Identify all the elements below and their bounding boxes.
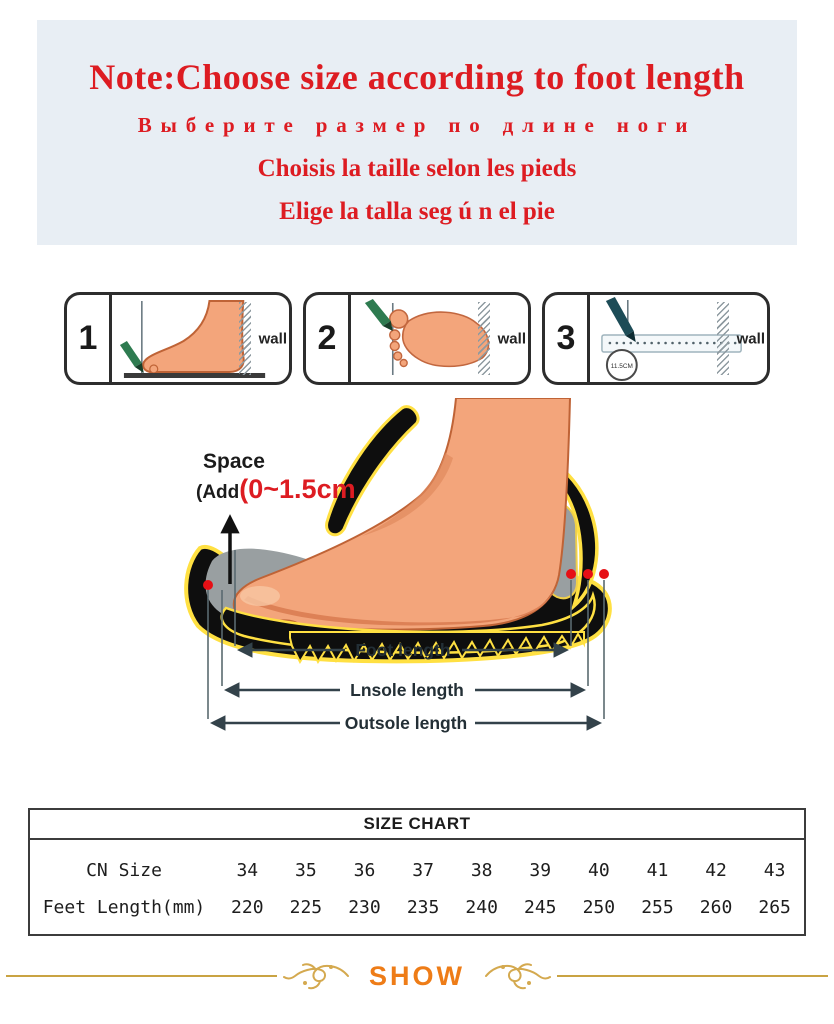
banner-subtitle-fr: Choisis la taille selon les pieds	[257, 155, 577, 182]
banner-subtitle-ru: Выберите размер по длине ноги	[137, 113, 697, 137]
feet-length-value: 265	[758, 897, 791, 918]
gold-line-right	[557, 975, 828, 977]
cn-size-value: 37	[412, 860, 434, 881]
feet-length-value: 240	[465, 897, 498, 918]
row-label: Feet Length(mm)	[42, 897, 206, 918]
cn-size-value: 40	[588, 860, 610, 881]
step-2-number: 2	[306, 295, 351, 382]
feet-length-value: 220	[231, 897, 264, 918]
feet-length-value: 255	[641, 897, 674, 918]
step-3-number: 3	[545, 295, 590, 382]
ruler-value-label: 11.5CM	[610, 362, 633, 371]
cn-size-value: 43	[763, 860, 786, 881]
step-3-box	[542, 292, 770, 385]
foot-length-label: Foot length	[355, 640, 451, 660]
cn-size-value: 41	[646, 860, 669, 881]
banner-title-en: Note:Choose size according to foot length	[89, 57, 745, 97]
wall-hatch	[478, 302, 490, 375]
flourish-left-icon	[283, 961, 349, 991]
note-banner	[37, 20, 797, 245]
feet-length-value: 260	[699, 897, 733, 918]
cn-size-value: 38	[470, 860, 493, 881]
gold-line-left	[6, 975, 277, 977]
step-2-illustration	[351, 295, 528, 382]
feet-length-value: 225	[289, 897, 323, 918]
size-chart-table	[28, 808, 806, 936]
range-label: (0~1.5cm	[239, 474, 356, 504]
toe-space-annotation	[196, 474, 356, 505]
feet-length-value: 235	[406, 897, 440, 918]
flourish-right-icon	[485, 961, 551, 991]
add-label: (Add	[196, 482, 240, 503]
cn-size-value: 42	[705, 860, 727, 881]
show-divider	[0, 952, 834, 1000]
step-2-box	[303, 292, 531, 385]
row-label: CN Size	[86, 860, 162, 881]
wall-hatch	[717, 302, 729, 375]
measure-steps	[0, 292, 834, 385]
banner-subtitle-es: Elige la talla seg ú n el pie	[279, 198, 555, 225]
insole-length-label: Lnsole length	[350, 680, 464, 700]
cn-size-value: 36	[353, 860, 376, 881]
step-1-box	[64, 292, 292, 385]
wall-label: wall	[497, 330, 526, 347]
outsole-length-label: Outsole length	[344, 713, 468, 733]
foot-diagram	[0, 398, 834, 758]
feet-length-value: 230	[348, 897, 381, 918]
wall-label: wall	[258, 330, 287, 347]
cn-size-value: 35	[295, 860, 317, 881]
feet-length-value: 245	[524, 897, 557, 918]
feet-length-value: 250	[582, 897, 616, 918]
size-chart-body	[30, 840, 804, 934]
table-row-cn-size	[30, 852, 804, 889]
step-1-illustration	[112, 295, 289, 382]
wall-label: wall	[736, 330, 765, 347]
size-chart-title: SIZE CHART	[30, 810, 804, 840]
table-row-feet-length	[30, 889, 804, 926]
step-1-number: 1	[67, 295, 112, 382]
space-label: Space	[203, 450, 265, 473]
cn-size-value: 34	[236, 860, 259, 881]
cn-size-value: 39	[529, 860, 552, 881]
wall-hatch	[239, 302, 251, 375]
show-label: SHOW	[369, 960, 465, 991]
step-3-illustration	[590, 295, 767, 382]
